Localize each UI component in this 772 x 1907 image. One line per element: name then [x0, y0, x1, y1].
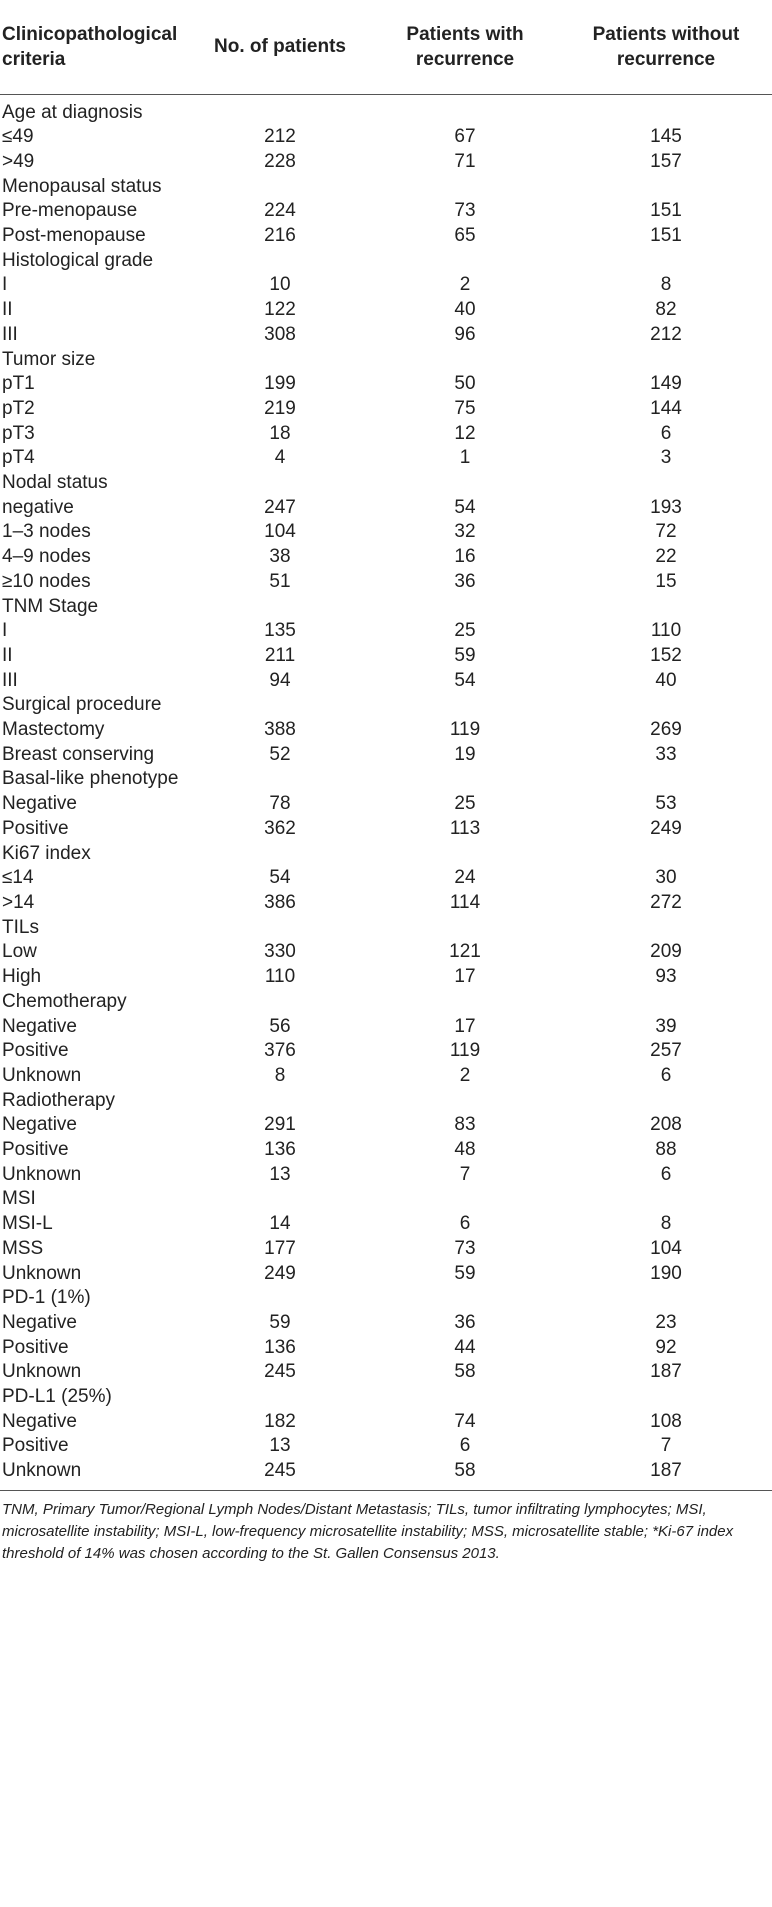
table-row [0, 866, 772, 891]
cell-without-recurrence: 8 [660, 1213, 672, 1235]
row-label: Unknown [2, 1361, 82, 1383]
cell-no-of-patients: 78 [269, 793, 291, 815]
cell-with-recurrence: 59 [454, 644, 476, 666]
table-row [0, 891, 772, 916]
header-no-of-patients: No. of patients [190, 0, 370, 94]
table-row [0, 298, 772, 323]
cell-no-of-patients: 308 [264, 323, 296, 345]
cell-without-recurrence: 104 [650, 1237, 682, 1259]
cell-with-recurrence: 2 [459, 274, 471, 296]
row-label: pT2 [2, 397, 35, 419]
group-row [0, 471, 772, 496]
cell-with-recurrence: 25 [454, 793, 476, 815]
row-label: Unknown [2, 1163, 82, 1185]
cell-without-recurrence: 6 [660, 422, 672, 444]
row-label: negative [2, 496, 74, 518]
table-row [0, 1336, 772, 1361]
cell-with-recurrence: 54 [454, 669, 476, 691]
row-label: ≥10 nodes [2, 570, 91, 592]
header-with-recurrence: Patients with recurrence [370, 0, 560, 94]
row-label: Negative [2, 1114, 77, 1136]
cell-with-recurrence: 74 [454, 1410, 476, 1432]
cell-no-of-patients: 122 [264, 299, 296, 321]
group-label: Nodal status [2, 472, 108, 494]
group-label: Surgical procedure [2, 694, 162, 716]
row-label: Unknown [2, 1460, 82, 1482]
cell-with-recurrence: 6 [459, 1213, 471, 1235]
cell-no-of-patients: 245 [264, 1460, 296, 1482]
cell-without-recurrence: 15 [655, 570, 677, 592]
group-row [0, 990, 772, 1015]
cell-no-of-patients: 228 [264, 150, 296, 172]
table-row [0, 619, 772, 644]
cell-with-recurrence: 17 [454, 966, 476, 988]
cell-with-recurrence: 12 [454, 422, 476, 444]
cell-no-of-patients: 54 [269, 867, 291, 889]
group-row [0, 1187, 772, 1212]
table-row [0, 520, 772, 545]
row-label: MSI-L [2, 1213, 53, 1235]
row-label: Positive [2, 1435, 69, 1457]
table-row [0, 422, 772, 447]
table-row [0, 1212, 772, 1237]
table-row [0, 1237, 772, 1262]
cell-no-of-patients: 199 [264, 373, 296, 395]
cell-no-of-patients: 56 [269, 1015, 291, 1037]
cell-without-recurrence: 145 [650, 126, 682, 148]
cell-with-recurrence: 17 [454, 1015, 476, 1037]
cell-with-recurrence: 114 [449, 892, 481, 913]
table-row [0, 1311, 772, 1336]
table-row [0, 1410, 772, 1435]
cell-without-recurrence: 92 [655, 1336, 677, 1358]
group-label: Chemotherapy [2, 990, 127, 1012]
cell-no-of-patients: 182 [264, 1410, 296, 1432]
cell-no-of-patients: 177 [264, 1237, 296, 1259]
cell-with-recurrence: 50 [454, 373, 476, 395]
group-row [0, 916, 772, 941]
table-row [0, 224, 772, 249]
cell-no-of-patients: 10 [269, 274, 291, 296]
table-header [0, 0, 772, 94]
row-label: pT4 [2, 447, 35, 469]
row-label: Positive [2, 1336, 69, 1358]
group-row [0, 842, 772, 867]
cell-no-of-patients: 4 [274, 447, 286, 469]
cell-without-recurrence: 272 [650, 892, 682, 913]
cell-without-recurrence: 209 [650, 941, 682, 963]
cell-no-of-patients: 8 [274, 1064, 286, 1086]
table-row [0, 1459, 772, 1484]
row-label: Unknown [2, 1262, 82, 1284]
cell-without-recurrence: 40 [655, 669, 677, 691]
table-row [0, 372, 772, 397]
row-label: MSS [2, 1237, 44, 1259]
row-label: Positive [2, 1040, 69, 1062]
cell-without-recurrence: 212 [650, 323, 682, 345]
cell-no-of-patients: 104 [264, 521, 296, 543]
cell-no-of-patients: 388 [264, 719, 296, 741]
row-label: 1–3 nodes [2, 521, 91, 543]
row-label: Positive [2, 817, 69, 839]
row-label: High [2, 966, 42, 988]
cell-with-recurrence: 67 [454, 126, 476, 148]
group-row [0, 94, 772, 125]
group-label: Histological grade [2, 249, 154, 271]
row-label: Breast conserving [2, 743, 155, 765]
row-label: 4–9 nodes [2, 546, 91, 568]
row-label: Low [2, 941, 37, 963]
cell-no-of-patients: 216 [264, 225, 296, 247]
cell-no-of-patients: 13 [269, 1435, 291, 1457]
row-label: >49 [2, 150, 35, 172]
cell-no-of-patients: 18 [269, 422, 291, 444]
cell-with-recurrence: 32 [454, 521, 476, 543]
cell-no-of-patients: 245 [264, 1361, 296, 1383]
cell-no-of-patients: 330 [264, 941, 296, 963]
header-without-recurrence: Patients without recurrence [560, 0, 772, 94]
table-row [0, 150, 772, 175]
cell-with-recurrence: 119 [449, 1040, 481, 1062]
table-row [0, 545, 772, 570]
cell-with-recurrence: 73 [454, 200, 476, 222]
cell-without-recurrence: 151 [650, 200, 682, 222]
cell-without-recurrence: 8 [660, 274, 672, 296]
cell-without-recurrence: 39 [655, 1015, 677, 1037]
cell-no-of-patients: 376 [264, 1040, 296, 1062]
cell-with-recurrence: 2 [459, 1064, 471, 1086]
cell-no-of-patients: 136 [264, 1336, 296, 1358]
group-label: PD-1 (1%) [2, 1287, 91, 1309]
cell-with-recurrence: 19 [454, 743, 476, 765]
cell-with-recurrence: 119 [449, 719, 481, 741]
table-row [0, 273, 772, 298]
table-row [0, 1262, 772, 1287]
row-label: Mastectomy [2, 719, 105, 741]
cell-without-recurrence: 190 [650, 1262, 682, 1284]
cell-without-recurrence: 208 [650, 1114, 682, 1136]
row-label: Pre-menopause [2, 200, 138, 222]
cell-with-recurrence: 71 [454, 150, 476, 172]
table-row [0, 397, 772, 422]
group-row [0, 1385, 772, 1410]
cell-without-recurrence: 144 [650, 397, 682, 419]
table-row [0, 1360, 772, 1385]
cell-no-of-patients: 59 [269, 1311, 291, 1333]
cell-without-recurrence: 53 [655, 793, 677, 815]
table-row [0, 1163, 772, 1188]
cell-without-recurrence: 22 [655, 546, 677, 568]
group-label: Menopausal status [2, 175, 162, 197]
cell-no-of-patients: 38 [269, 546, 291, 568]
cell-with-recurrence: 73 [454, 1237, 476, 1259]
row-label: ≤49 [2, 126, 34, 148]
cell-with-recurrence: 54 [454, 496, 476, 518]
cell-no-of-patients: 13 [269, 1163, 291, 1185]
group-label: Radiotherapy [2, 1089, 116, 1111]
group-label: TNM Stage [2, 595, 99, 617]
cell-without-recurrence: 6 [660, 1064, 672, 1086]
row-label: II [2, 299, 13, 321]
header-criteria: Clinicopathological criteria [0, 0, 190, 94]
table-row [0, 496, 772, 521]
table-row [0, 125, 772, 150]
cell-with-recurrence: 25 [454, 620, 476, 642]
cell-without-recurrence: 108 [650, 1410, 682, 1432]
group-label: PD-L1 (25%) [2, 1386, 112, 1408]
group-label: Ki67 index [2, 842, 91, 864]
cell-with-recurrence: 75 [454, 397, 476, 419]
table-row [0, 1138, 772, 1163]
cell-with-recurrence: 48 [454, 1139, 476, 1161]
cell-with-recurrence: 113 [449, 817, 481, 839]
table-row [0, 940, 772, 965]
cell-no-of-patients: 247 [264, 496, 296, 518]
row-label: III [2, 669, 18, 691]
row-label: I [2, 620, 8, 642]
table-row [0, 570, 772, 595]
cell-without-recurrence: 187 [650, 1361, 682, 1383]
table-row [0, 965, 772, 990]
cell-without-recurrence: 249 [650, 817, 682, 839]
cell-with-recurrence: 58 [454, 1361, 476, 1383]
cell-without-recurrence: 149 [650, 373, 682, 395]
cell-with-recurrence: 96 [454, 323, 476, 345]
cell-without-recurrence: 151 [650, 225, 682, 247]
cell-with-recurrence: 83 [454, 1114, 476, 1136]
table-row [0, 644, 772, 669]
cell-without-recurrence: 3 [660, 447, 672, 469]
table-row [0, 792, 772, 817]
row-label: pT3 [2, 422, 35, 444]
group-row [0, 595, 772, 620]
cell-with-recurrence: 121 [449, 941, 481, 963]
cell-with-recurrence: 58 [454, 1460, 476, 1482]
cell-without-recurrence: 193 [650, 496, 682, 518]
row-label: Post-menopause [2, 225, 146, 247]
cell-without-recurrence: 110 [650, 620, 682, 642]
table-footnote: TNM, Primary Tumor/Regional Lymph Nodes/Distant Metastasis; TILs, tumor infiltrating lymphocytes; MSI, microsatellite instability; MSI-L, low-frequency microsatellite instability; MSS, microsatellite stable; *Ki-67 index threshold of 14% was chosen according to the St. Gallen Consensus 2013. [2, 1500, 734, 1562]
cell-without-recurrence: 30 [655, 867, 677, 889]
cell-no-of-patients: 110 [264, 966, 296, 988]
cell-without-recurrence: 157 [650, 150, 682, 172]
cell-without-recurrence: 72 [655, 521, 677, 543]
table-row [0, 1113, 772, 1138]
table-row [0, 1064, 772, 1089]
group-label: TILs [2, 916, 39, 938]
cell-no-of-patients: 211 [264, 644, 296, 666]
group-label: Basal-like phenotype [2, 768, 179, 790]
group-label: Tumor size [2, 348, 96, 370]
row-label: I [2, 274, 8, 296]
table-row [0, 817, 772, 842]
cell-no-of-patients: 386 [264, 892, 296, 913]
cell-with-recurrence: 59 [454, 1262, 476, 1284]
cell-without-recurrence: 33 [655, 743, 677, 765]
cell-without-recurrence: 93 [655, 966, 677, 988]
table-row [0, 446, 772, 471]
cell-without-recurrence: 82 [655, 299, 677, 321]
cell-with-recurrence: 40 [454, 299, 476, 321]
group-label: MSI [2, 1188, 36, 1210]
group-row [0, 693, 772, 718]
group-row [0, 1089, 772, 1114]
cell-no-of-patients: 14 [269, 1213, 291, 1235]
table-body [0, 94, 772, 1484]
group-row [0, 175, 772, 200]
table-row [0, 1434, 772, 1459]
table-row [0, 323, 772, 348]
cell-no-of-patients: 51 [269, 570, 291, 592]
cell-with-recurrence: 1 [459, 447, 471, 469]
table-row [0, 669, 772, 694]
cell-with-recurrence: 16 [454, 546, 476, 568]
cell-with-recurrence: 65 [454, 225, 476, 247]
cell-without-recurrence: 88 [655, 1139, 677, 1161]
row-label: ≤14 [2, 867, 34, 889]
cell-no-of-patients: 52 [269, 743, 291, 765]
cell-without-recurrence: 269 [650, 719, 682, 741]
row-label: III [2, 323, 18, 345]
group-row [0, 348, 772, 373]
cell-with-recurrence: 36 [454, 1311, 476, 1333]
table-row [0, 718, 772, 743]
row-label: pT1 [2, 373, 35, 395]
table-row [0, 1039, 772, 1064]
group-row [0, 767, 772, 792]
cell-no-of-patients: 135 [264, 620, 296, 642]
row-label: Unknown [2, 1064, 82, 1086]
row-label: Negative [2, 793, 77, 815]
group-row [0, 249, 772, 274]
table-row [0, 743, 772, 768]
cell-with-recurrence: 24 [454, 867, 476, 889]
cell-no-of-patients: 219 [264, 397, 296, 419]
group-label: Age at diagnosis [2, 101, 143, 123]
cell-without-recurrence: 7 [660, 1435, 672, 1457]
row-label: Positive [2, 1139, 69, 1161]
cell-without-recurrence: 152 [650, 644, 682, 666]
table-row [0, 199, 772, 224]
cell-no-of-patients: 249 [264, 1262, 296, 1284]
cell-no-of-patients: 362 [264, 817, 296, 839]
group-row [0, 1286, 772, 1311]
cell-no-of-patients: 212 [264, 126, 296, 148]
cell-no-of-patients: 136 [264, 1139, 296, 1161]
cell-without-recurrence: 6 [660, 1163, 672, 1185]
cell-without-recurrence: 187 [650, 1460, 682, 1482]
row-label: Negative [2, 1410, 77, 1432]
row-label: II [2, 644, 13, 666]
row-label: Negative [2, 1015, 77, 1037]
row-label: >14 [2, 892, 35, 913]
cell-without-recurrence: 23 [655, 1311, 677, 1333]
table-row [0, 1015, 772, 1040]
cell-without-recurrence: 257 [650, 1040, 682, 1062]
cell-no-of-patients: 224 [264, 200, 296, 222]
cell-no-of-patients: 291 [264, 1114, 296, 1136]
cell-no-of-patients: 94 [269, 669, 291, 691]
cell-with-recurrence: 6 [459, 1435, 471, 1457]
cell-with-recurrence: 44 [454, 1336, 476, 1358]
cell-with-recurrence: 36 [454, 570, 476, 592]
row-label: Negative [2, 1311, 77, 1333]
cell-with-recurrence: 7 [459, 1163, 471, 1185]
